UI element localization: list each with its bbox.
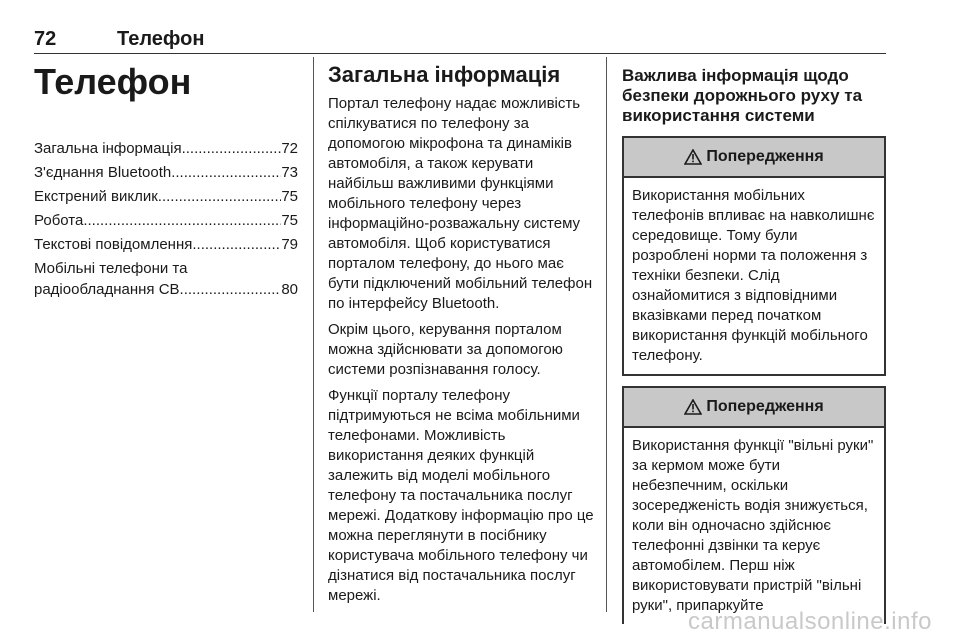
general-info-column: [328, 62, 596, 612]
warning-header: [624, 138, 884, 178]
toc-item[interactable]: [34, 186, 298, 207]
toc-page: 79: [281, 236, 298, 253]
paragraph: Окрім цього, керування порталом можна здійснювати за допомогою системи розпізнавання голосу.: [328, 321, 563, 378]
toc-item[interactable]: [34, 138, 298, 159]
toc-title: Робота: [34, 212, 84, 229]
toc-title: Текстові повідомлення: [34, 236, 193, 253]
warning-text: Використання мобільних телефонів впливає на навколишнє середовище. Тому були розроблені норми та положення з техніки безпеки. Слід ознайомитися з відповідними вказівками перед початком використання функцій мобільного телефону.: [632, 187, 875, 364]
warning-icon: [684, 149, 702, 165]
toc-page: 80: [281, 281, 298, 298]
warning-label: Попередження: [706, 398, 824, 415]
section-heading: Загальна інформація: [328, 62, 561, 87]
toc-title: Екстрений виклик: [34, 188, 158, 205]
warning-icon: [684, 399, 702, 415]
page-number: 72: [34, 28, 57, 50]
safety-column: [622, 66, 886, 634]
toc-title: Загальна інформація: [34, 140, 182, 157]
warning-box: [622, 386, 886, 624]
toc-column: [34, 60, 298, 303]
paragraph: Портал телефону надає можливість спілкуватися по телефону за допомогою мікрофона та динаміків автомобіля, а також керувати найбільш важливими функціями мобільного телефону через інформаційно-розважальну систему автомобіля. Щоб користуватися порталом телефону, до нього має бути підключений мобільний телефон по інтерфейсу Bluetooth.: [328, 95, 593, 312]
toc-item[interactable]: [34, 234, 298, 255]
column-divider-2: [606, 57, 607, 612]
page-header: [34, 28, 886, 52]
warning-text: Використання функції "вільні руки" за кермом може бути небезпечним, оскільки зосередженість водія знижується, коли він одночасно здійснює телефонні дзвінки та керує автомобілем. Перш ніж використовувати пристрій "вільні руки", припаркуйте: [632, 437, 874, 614]
warning-label: Попередження: [706, 148, 824, 165]
toc-title-line1: Мобільні телефони та: [34, 260, 188, 277]
watermark: carmanualsonline.info: [688, 608, 932, 635]
toc-title: радіообладнання CB: [34, 281, 180, 298]
toc-title: З'єднання Bluetooth: [34, 164, 172, 181]
toc-page: 72: [281, 140, 298, 157]
toc-item[interactable]: [34, 162, 298, 183]
toc-item[interactable]: [34, 258, 298, 300]
toc-page: 75: [281, 188, 298, 205]
chapter-title: Телефон: [34, 61, 192, 102]
column-divider-1: [313, 57, 314, 612]
header-rule: [34, 53, 886, 54]
section-heading: Важлива інформація щодо безпеки дорожнього руху та використання системи: [622, 66, 863, 125]
paragraph: Функції порталу телефону підтримуються не всіма мобільними телефонами. Можливість використання деяких функцій залежить від моделі мобільного телефону та постачальника послуг мережі. Додаткову інформацію про це можна переглянути в посібнику користувача мобільного телефону чи дізнатися від постачальника послуг мережі.: [328, 387, 594, 604]
toc-page: 73: [281, 164, 298, 181]
warning-box: [622, 136, 886, 376]
running-title: Телефон: [117, 28, 205, 50]
warning-header: [624, 388, 884, 428]
toc-page: 75: [281, 212, 298, 229]
toc-item[interactable]: [34, 210, 298, 231]
